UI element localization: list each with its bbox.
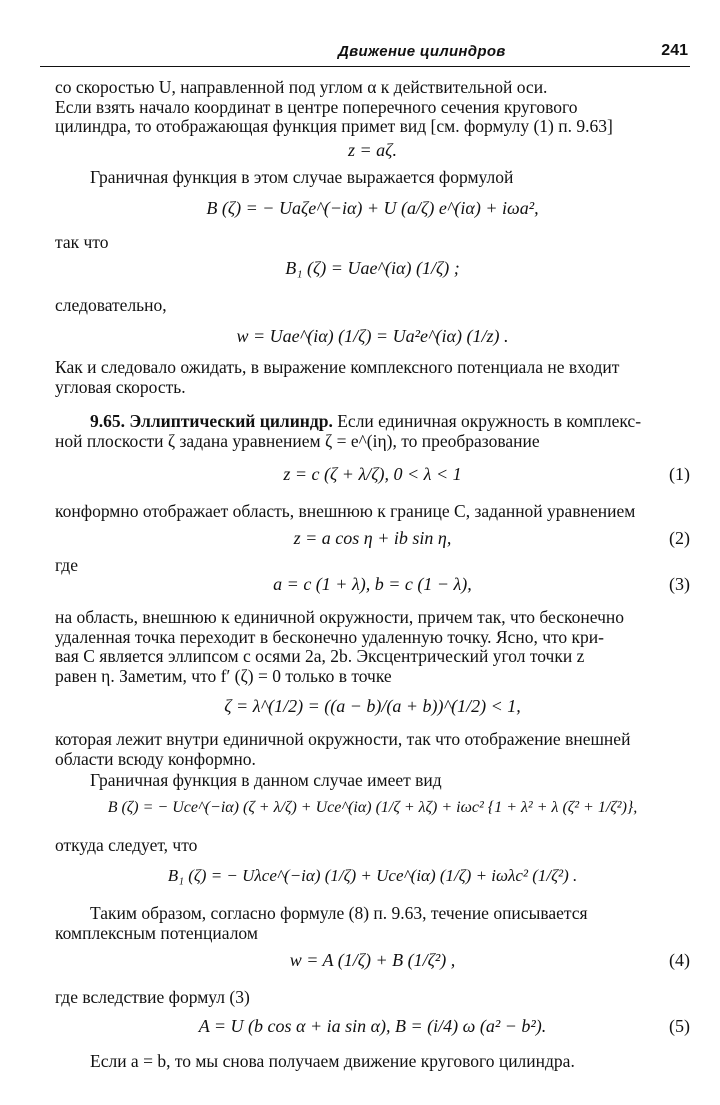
equation-b1-long (55, 858, 690, 894)
equation-boundary-function (55, 190, 690, 226)
equation-body: B (ζ) = − Uce^(−iα) (ζ + λ/ζ) + Uce^(iα) (1/ζ + λζ) + iωc² {1 + λ² + λ (ζ² + 1/ζ²)}, (107, 799, 638, 816)
text-line: Как и следовало ожидать, в выражение комплексного потенциала не входит (55, 357, 620, 377)
text-line: комплексным потенциалом (55, 922, 258, 943)
text-line: равен η. Заметим, что f′ (ζ) = 0 только в точке (55, 665, 392, 686)
text-line (55, 412, 690, 432)
running-title: Движение цилиндров (338, 43, 506, 60)
equation-body: w = Uae^(iα) (1/ζ) = Ua²e^(iα) (1/z) . (236, 326, 509, 346)
intro-paragraph (55, 78, 690, 137)
conformal-text: конформно отображает область, внешнюю к границе C, заданной уравнением (55, 501, 636, 521)
equation-1 (55, 456, 690, 492)
equation-number: (1) (669, 464, 690, 484)
equation-body: A = U (b cos α + ia sin α), B = (i/4) ω (a² − b²). (198, 1016, 547, 1036)
text-line: которая лежит внутри единичной окружности, так что отображение внешней (55, 729, 631, 749)
equation-number: (4) (669, 950, 690, 970)
equation-body: w = A (1/ζ) + B (1/ζ²) , (289, 950, 456, 970)
text-line: удаленная точка переходит в бесконечно удаленную точку. Ясно, что кри- (55, 626, 604, 647)
therefore: следовательно, (55, 295, 167, 315)
boundary-intro: Граничная функция в этом случае выражается формулой (90, 167, 514, 187)
equation-body: B (ζ) = − Uaζe^(−iα) + U (a/ζ) e^(iα) + iωa², (206, 198, 539, 218)
final-sentence: Если a = b, то мы снова получаем движение кругового цилиндра. (90, 1051, 575, 1071)
text-line: вая C является эллипсом с осями 2a, 2b. Эксцентрический угол точки z (55, 646, 585, 666)
equation-complex-potential (55, 318, 690, 354)
equation-body: z = c (ζ + λ/ζ), 0 < λ < 1 (283, 464, 462, 484)
equation-body: z = aζ. (348, 140, 397, 160)
ellipse-paragraph (55, 608, 690, 686)
equation-mapping (55, 132, 690, 168)
equation-boundary-function-long (55, 790, 690, 826)
equation-3 (55, 566, 690, 602)
text-line: ной плоскости ζ задана уравнением ζ = e^(iη), то преобразование (55, 430, 540, 451)
whence-text: откуда следует, что (55, 835, 198, 855)
text-fragment: Если единичная окружность в комплекс- (337, 411, 642, 431)
equation-number: (5) (669, 1016, 690, 1036)
section-heading: 9.65. Эллиптический цилиндр. (90, 411, 333, 431)
text-line: Если взять начало координат в центре поперечного сечения кругового (55, 96, 578, 117)
section-9-65-paragraph (55, 412, 690, 451)
text-line: угловая скорость. (55, 376, 186, 397)
boundary-intro-2: Граничная функция в данном случае имеет вид (90, 770, 442, 790)
as-expected-paragraph (55, 358, 690, 397)
equation-b1 (55, 250, 690, 286)
text-line: Таким образом, согласно формуле (8) п. 9.63, течение описывается (90, 903, 588, 923)
page-number: 241 (661, 42, 688, 59)
page-header (40, 38, 690, 67)
where-text: где (55, 555, 78, 575)
text-line: на область, внешнюю к единичной окружности, причем так, что бесконечно (55, 607, 625, 627)
equation-body: ζ = λ^(1/2) = ((a − b)/(a + b))^(1/2) < 1, (224, 696, 521, 716)
conformal-paragraph (55, 730, 690, 769)
equation-body: B₁ (ζ) = Uae^(iα) (1/ζ) ; (285, 258, 460, 278)
equation-2 (55, 520, 690, 556)
equation-body: z = a cos η + ib sin η, (293, 528, 452, 548)
equation-5 (55, 1008, 690, 1044)
equation-number: (2) (669, 528, 690, 548)
consequence-text: где вследствие формул (3) (55, 987, 250, 1007)
equation-body: a = c (1 + λ), b = c (1 − λ), (273, 574, 472, 594)
text-line: со скоростью U, направленной под углом α к действительной оси. (55, 77, 548, 97)
equation-number: (3) (669, 574, 690, 594)
equation-body: B₁ (ζ) = − Uλce^(−iα) (1/ζ) + Uce^(iα) (1/ζ) + iωλc² (1/ζ²) . (167, 866, 578, 885)
text-line: области всюду конформно. (55, 748, 256, 769)
equation-4 (55, 942, 690, 978)
so-that: так что (55, 232, 109, 252)
text-line: цилиндра, то отображающая функция примет вид [см. формулу (1) п. 9.63] (55, 116, 613, 136)
equation-critical-point (55, 688, 690, 724)
thus-paragraph (55, 904, 690, 943)
